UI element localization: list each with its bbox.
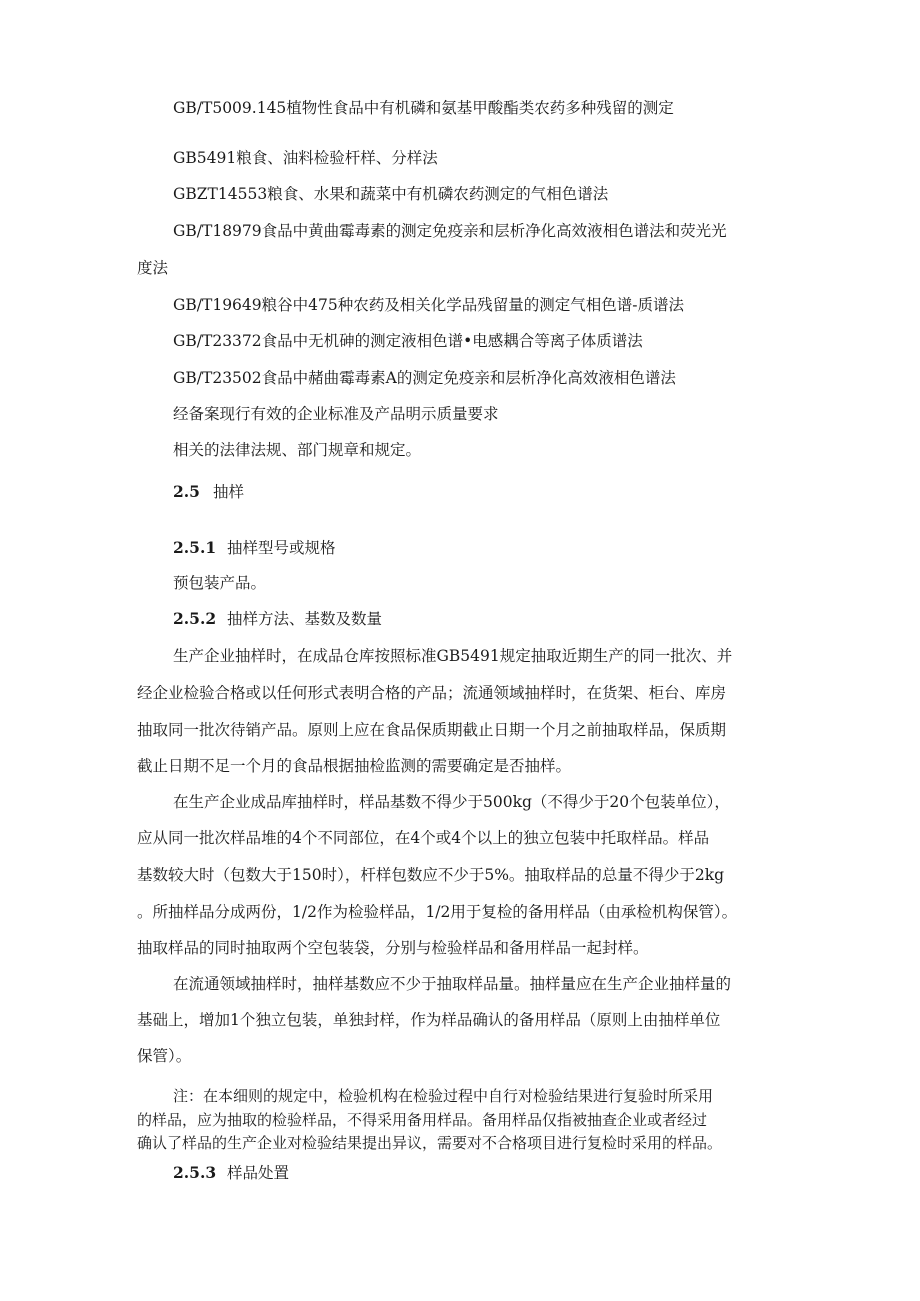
note-line: 确认了样品的生产企业对检验结果提出异议，需要对不合格项目进行复检时采用的样品。	[137, 1134, 723, 1152]
paragraph-line: 应从同一批次样品堆的4个不同部位，在4个或4个以上的独立包装中托取样品。样品	[137, 829, 710, 847]
paragraph-line: 在生产企业成品库抽样时，样品基数不得少于500kg（不得少于20个包装单位），	[173, 793, 730, 811]
section-title: 样品处置	[227, 1164, 290, 1182]
section-title: 抽样	[213, 483, 245, 501]
section-heading-2-5-2	[173, 609, 382, 629]
paragraph-line: 保管）。	[137, 1047, 192, 1065]
paragraph-line: 在流通领域抽样时，抽样基数应不少于抽取样品量。抽样量应在生产企业抽样量的	[173, 975, 732, 993]
standard-item: GB/T23502食品中赭曲霉毒素A的测定免疫亲和层析净化高效液相色谱法	[173, 369, 676, 387]
standard-item: GB/T19649粮谷中475种农药及相关化学品残留量的测定气相色谱-质谱法	[173, 296, 684, 314]
paragraph-line: 抽取样品的同时抽取两个空包装袋，分别与检验样品和备用样品一起封样。	[137, 939, 649, 957]
section-number: 2.5.1	[173, 538, 217, 557]
standard-item: GB5491粮食、油料检验杆样、分样法	[173, 149, 438, 167]
standard-item-continuation: 度法	[137, 259, 169, 277]
paragraph-line: 截止日期不足一个月的食品根据抽检监测的需要确定是否抽样。	[137, 757, 572, 775]
paragraph-line: 经企业检验合格或以任何形式表明合格的产品；流通领域抽样时，在货架、柜台、库房	[137, 684, 727, 702]
paragraph-line: 基础上，增加1个独立包装，单独封样，作为样品确认的备用样品（原则上由抽样单位	[137, 1011, 721, 1029]
standard-item: 相关的法律法规、部门规章和规定。	[173, 441, 422, 459]
paragraph-line: 。所抽样品分成两份，1/2作为检验样品，1/2用于复检的备用样品（由承检机构保管）。	[137, 903, 738, 921]
section-heading-2-5	[173, 482, 244, 502]
standard-item: 经备案现行有效的企业标准及产品明示质量要求	[173, 405, 499, 423]
section-heading-2-5-3	[173, 1163, 289, 1183]
standard-item: GB/T5009.145植物性食品中有机磷和氨基甲酸酯类农药多种残留的测定	[173, 99, 674, 117]
paragraph: 预包装产品。	[173, 574, 267, 592]
paragraph-line: 基数较大时（包数大于150时），杆样包数应不少于5%。抽取样品的总量不得少于2kg	[137, 866, 725, 884]
section-title: 抽样型号或规格	[227, 539, 336, 557]
paragraph-line: 抽取同一批次待销产品。原则上应在食品保质期截止日期一个月之前抽取样品，保质期	[137, 721, 727, 739]
section-number: 2.5.2	[173, 609, 217, 628]
section-title: 抽样方法、基数及数量	[227, 610, 383, 628]
standard-item: GBZT14553粮食、水果和蔬菜中有机磷农药测定的气相色谱法	[173, 185, 609, 203]
note-line: 注：在本细则的规定中，检验机构在检验过程中自行对检验结果进行复验时所采用	[173, 1087, 714, 1105]
paragraph-line: 生产企业抽样时，在成品仓库按照标准GB5491规定抽取近期生产的同一批次、并	[173, 647, 733, 665]
standard-item: GB/T23372食品中无机砷的测定液相色谱•电感耦合等离子体质谱法	[173, 332, 643, 350]
note-line: 的样品，应为抽取的检验样品，不得采用备用样品。备用样品仅指被抽查企业或者经过	[137, 1111, 708, 1129]
section-number: 2.5.3	[173, 1163, 217, 1182]
section-heading-2-5-1	[173, 538, 336, 558]
section-number: 2.5	[173, 482, 200, 501]
standard-item: GB/T18979食品中黄曲霉毒素的测定免疫亲和层析净化高效液相色谱法和荧光光	[173, 222, 727, 240]
